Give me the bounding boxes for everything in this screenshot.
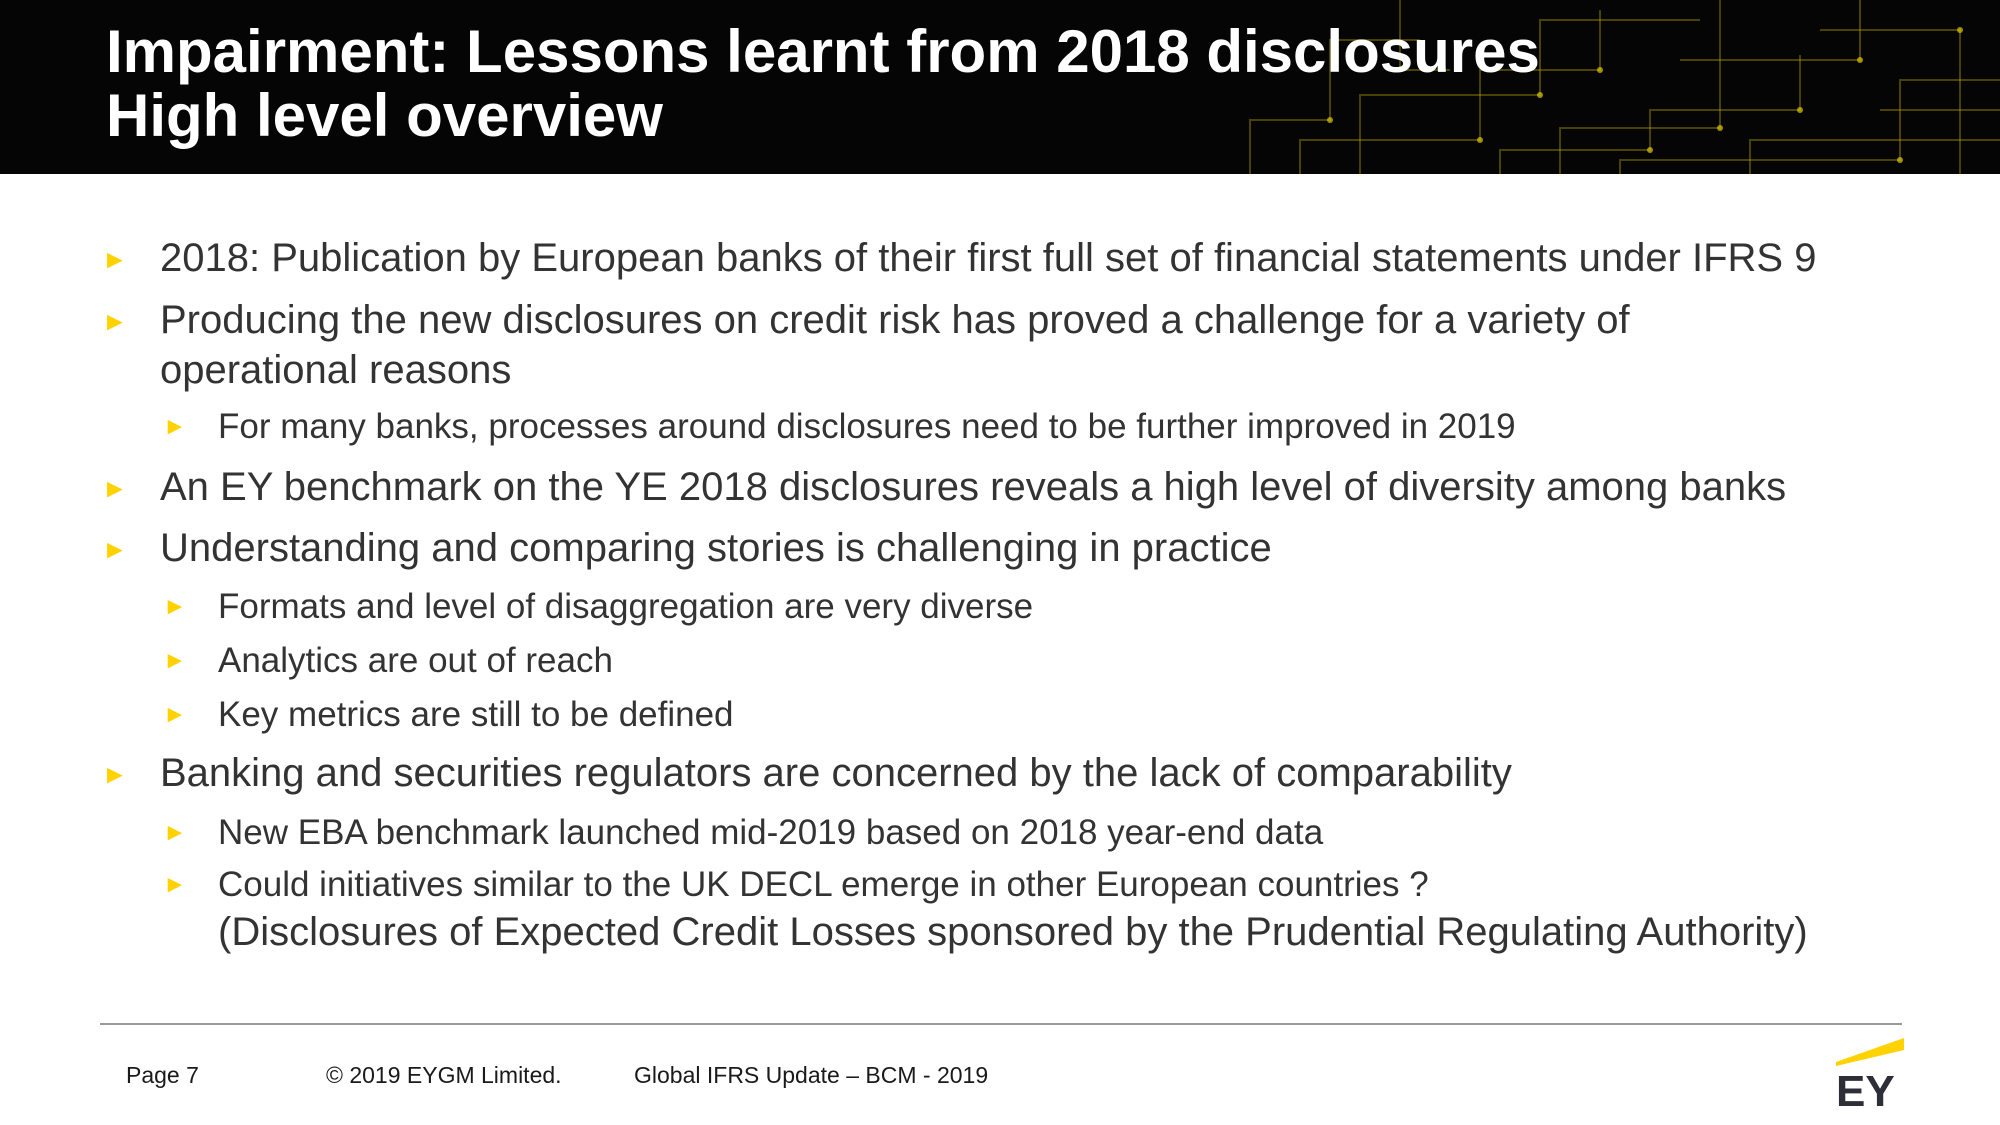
bullet-item (102, 748, 1512, 798)
bullet-arrow-icon: ► (163, 871, 187, 898)
sub-bullet-item (163, 405, 1516, 449)
bullet-text: Key metrics are still to be defined (218, 695, 734, 734)
bullet-item (102, 523, 1272, 573)
bullet-arrow-icon: ► (163, 701, 187, 728)
bullet-arrow-icon: ► (163, 593, 187, 620)
bullet-text: 2018: Publication by European banks of their first full set of financial statements under IFRS 9 (160, 236, 1817, 280)
bullet-continuation: operational reasons (160, 348, 512, 392)
bullet-text: New EBA benchmark launched mid-2019 based on 2018 year-end data (218, 813, 1324, 852)
event-name: Global IFRS Update – BCM - 2019 (634, 1062, 989, 1088)
bullet-text: Formats and level of disaggregation are very diverse (218, 587, 1034, 626)
sub-bullet-item (163, 811, 1324, 855)
sub-bullet-item (163, 863, 1429, 907)
bullet-arrow-icon: ► (163, 413, 187, 440)
bullet-text: Analytics are out of reach (218, 641, 613, 680)
title-line-2: High level overview (106, 82, 663, 149)
bullet-text: Understanding and comparing stories is challenging in practice (160, 526, 1272, 570)
bullet-arrow-icon: ► (102, 306, 128, 336)
bullet-item (102, 462, 1787, 512)
sub-bullet-item (163, 639, 613, 683)
sub-bullet-item (163, 693, 734, 737)
bullet-text: Producing the new disclosures on credit risk has proved a challenge for a variety of (160, 298, 1630, 342)
bullet-arrow-icon: ► (102, 759, 128, 789)
bullet-arrow-icon: ► (102, 473, 128, 503)
footer-divider (100, 1023, 1902, 1025)
bullet-arrow-icon: ► (163, 819, 187, 846)
bullet-text: Banking and securities regulators are concerned by the lack of comparability (160, 751, 1512, 795)
bullet-text: Could initiatives similar to the UK DECL emerge in other European countries ? (218, 865, 1429, 904)
bullet-item (102, 233, 1817, 283)
title-line-1: Impairment: Lessons learnt from 2018 disclosures (106, 18, 1540, 85)
bullet-continuation: (Disclosures of Expected Credit Losses sponsored by the Prudential Regulating Authority) (218, 910, 1808, 954)
page-number: Page 7 (126, 1062, 199, 1088)
bullet-text: An EY benchmark on the YE 2018 disclosures reveals a high level of diversity among banks (160, 465, 1787, 509)
ey-logo-icon (1834, 1036, 1906, 1108)
bullet-arrow-icon: ► (102, 244, 128, 274)
bullet-item (102, 295, 1630, 345)
bullet-text: For many banks, processes around disclosures need to be further improved in 2019 (218, 407, 1516, 446)
copyright: © 2019 EYGM Limited. (326, 1062, 562, 1088)
logo-text: EY (1836, 1067, 1895, 1108)
bullet-arrow-icon: ► (163, 647, 187, 674)
bullet-arrow-icon: ► (102, 534, 128, 564)
sub-bullet-item (163, 585, 1034, 629)
